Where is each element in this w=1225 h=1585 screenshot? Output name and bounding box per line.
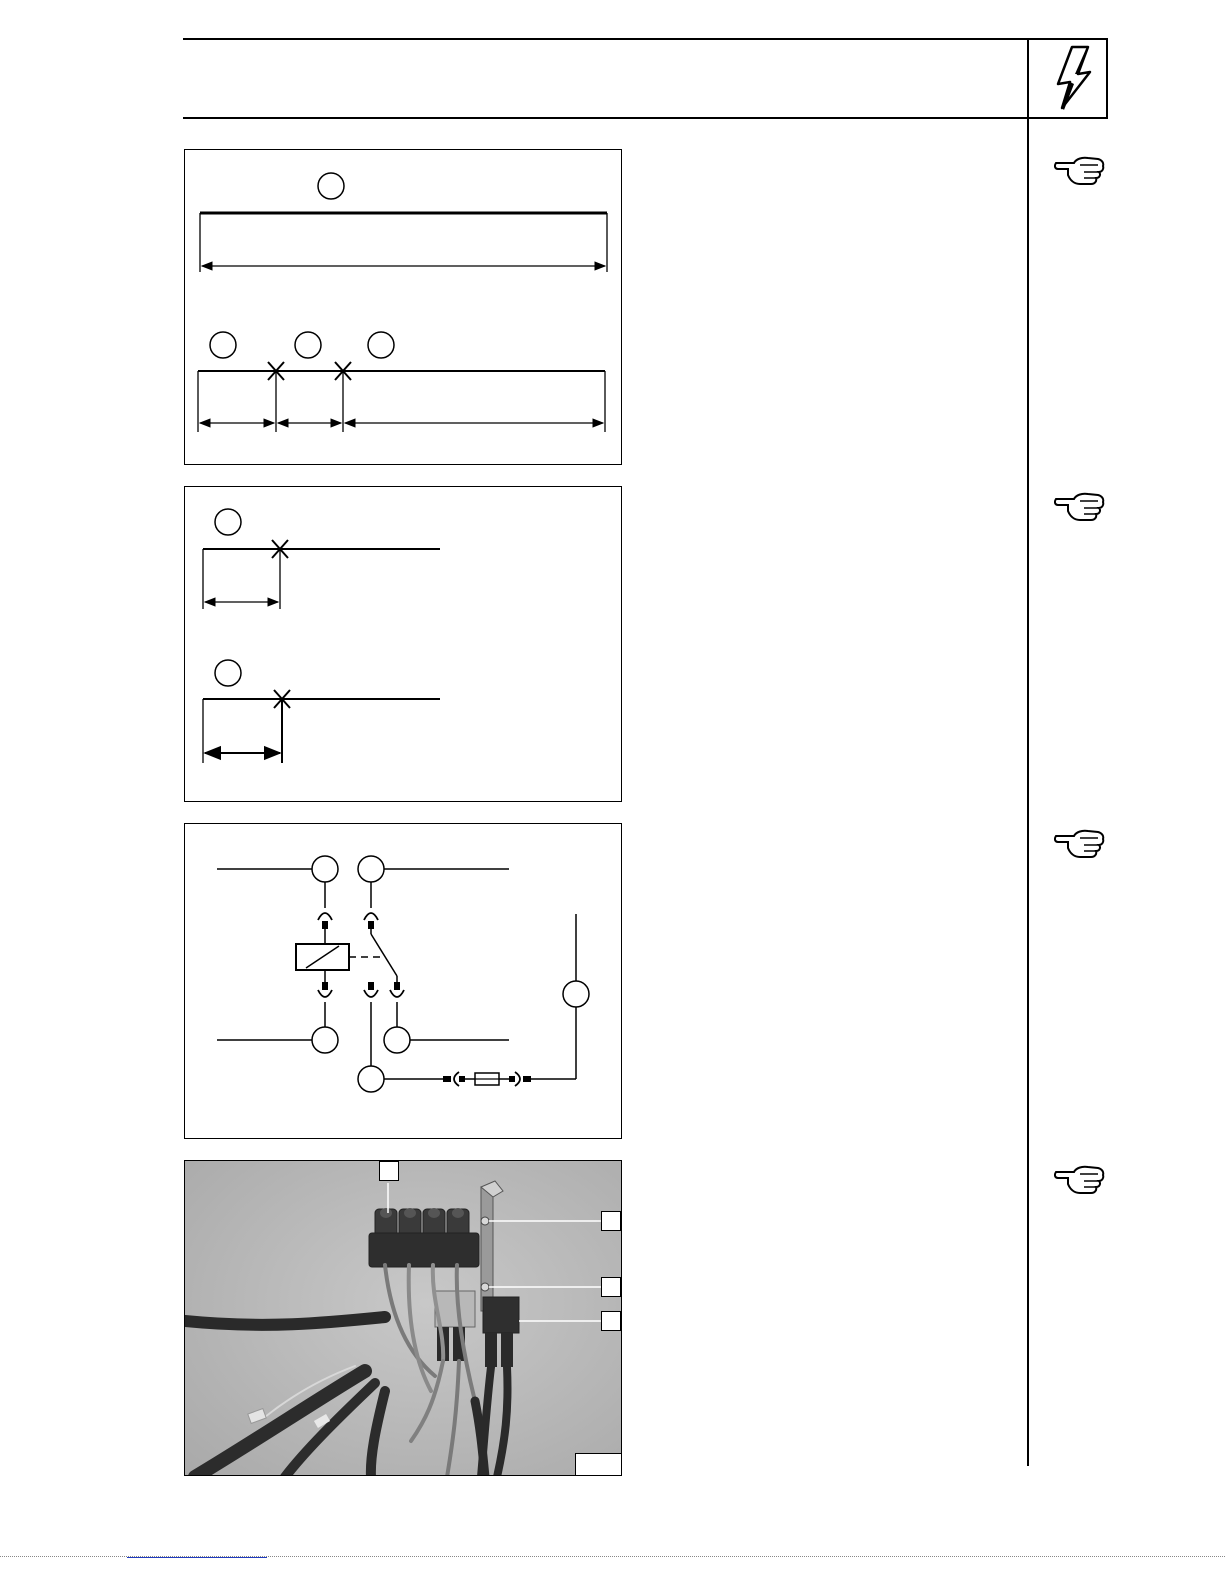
callout-circle (312, 1027, 338, 1053)
callout-circle (384, 1027, 410, 1053)
photo-callout-box (601, 1277, 621, 1297)
wire-length-diagram (184, 149, 622, 465)
photo-callout-box (601, 1311, 621, 1331)
callout-circle (210, 332, 236, 358)
callout-circle (368, 332, 394, 358)
relay-switch-blade (371, 934, 397, 976)
pointing-hand-icon (1054, 153, 1106, 189)
callout-circle (358, 1066, 384, 1092)
header-top-rule (183, 38, 1108, 40)
callout-circle (295, 332, 321, 358)
right-margin-rule (1027, 119, 1029, 1466)
callout-circle (312, 856, 338, 882)
header-right-edge (1106, 38, 1108, 119)
callout-circle (318, 173, 344, 199)
page-title (200, 60, 1000, 100)
relay-right (483, 1297, 519, 1333)
figure-number (575, 1453, 622, 1476)
relay-harness-photo (184, 1160, 622, 1476)
pointing-hand-icon (1054, 489, 1106, 525)
callout-circle (563, 981, 589, 1007)
wire-cut-diagram (184, 486, 622, 802)
callout-circle (358, 856, 384, 882)
photo-callout-box (601, 1211, 621, 1231)
callout-circle (215, 509, 241, 535)
callout-circle (215, 660, 241, 686)
relay-schematic (184, 823, 622, 1139)
header-bottom-rule (183, 117, 1108, 119)
footer-link[interactable] (127, 1556, 267, 1558)
lightning-bolt-icon (1040, 44, 1100, 114)
photo-callout-box (379, 1161, 399, 1181)
pointing-hand-icon (1054, 826, 1106, 862)
header-icon-divider (1027, 38, 1029, 119)
pointing-hand-icon (1054, 1162, 1106, 1198)
